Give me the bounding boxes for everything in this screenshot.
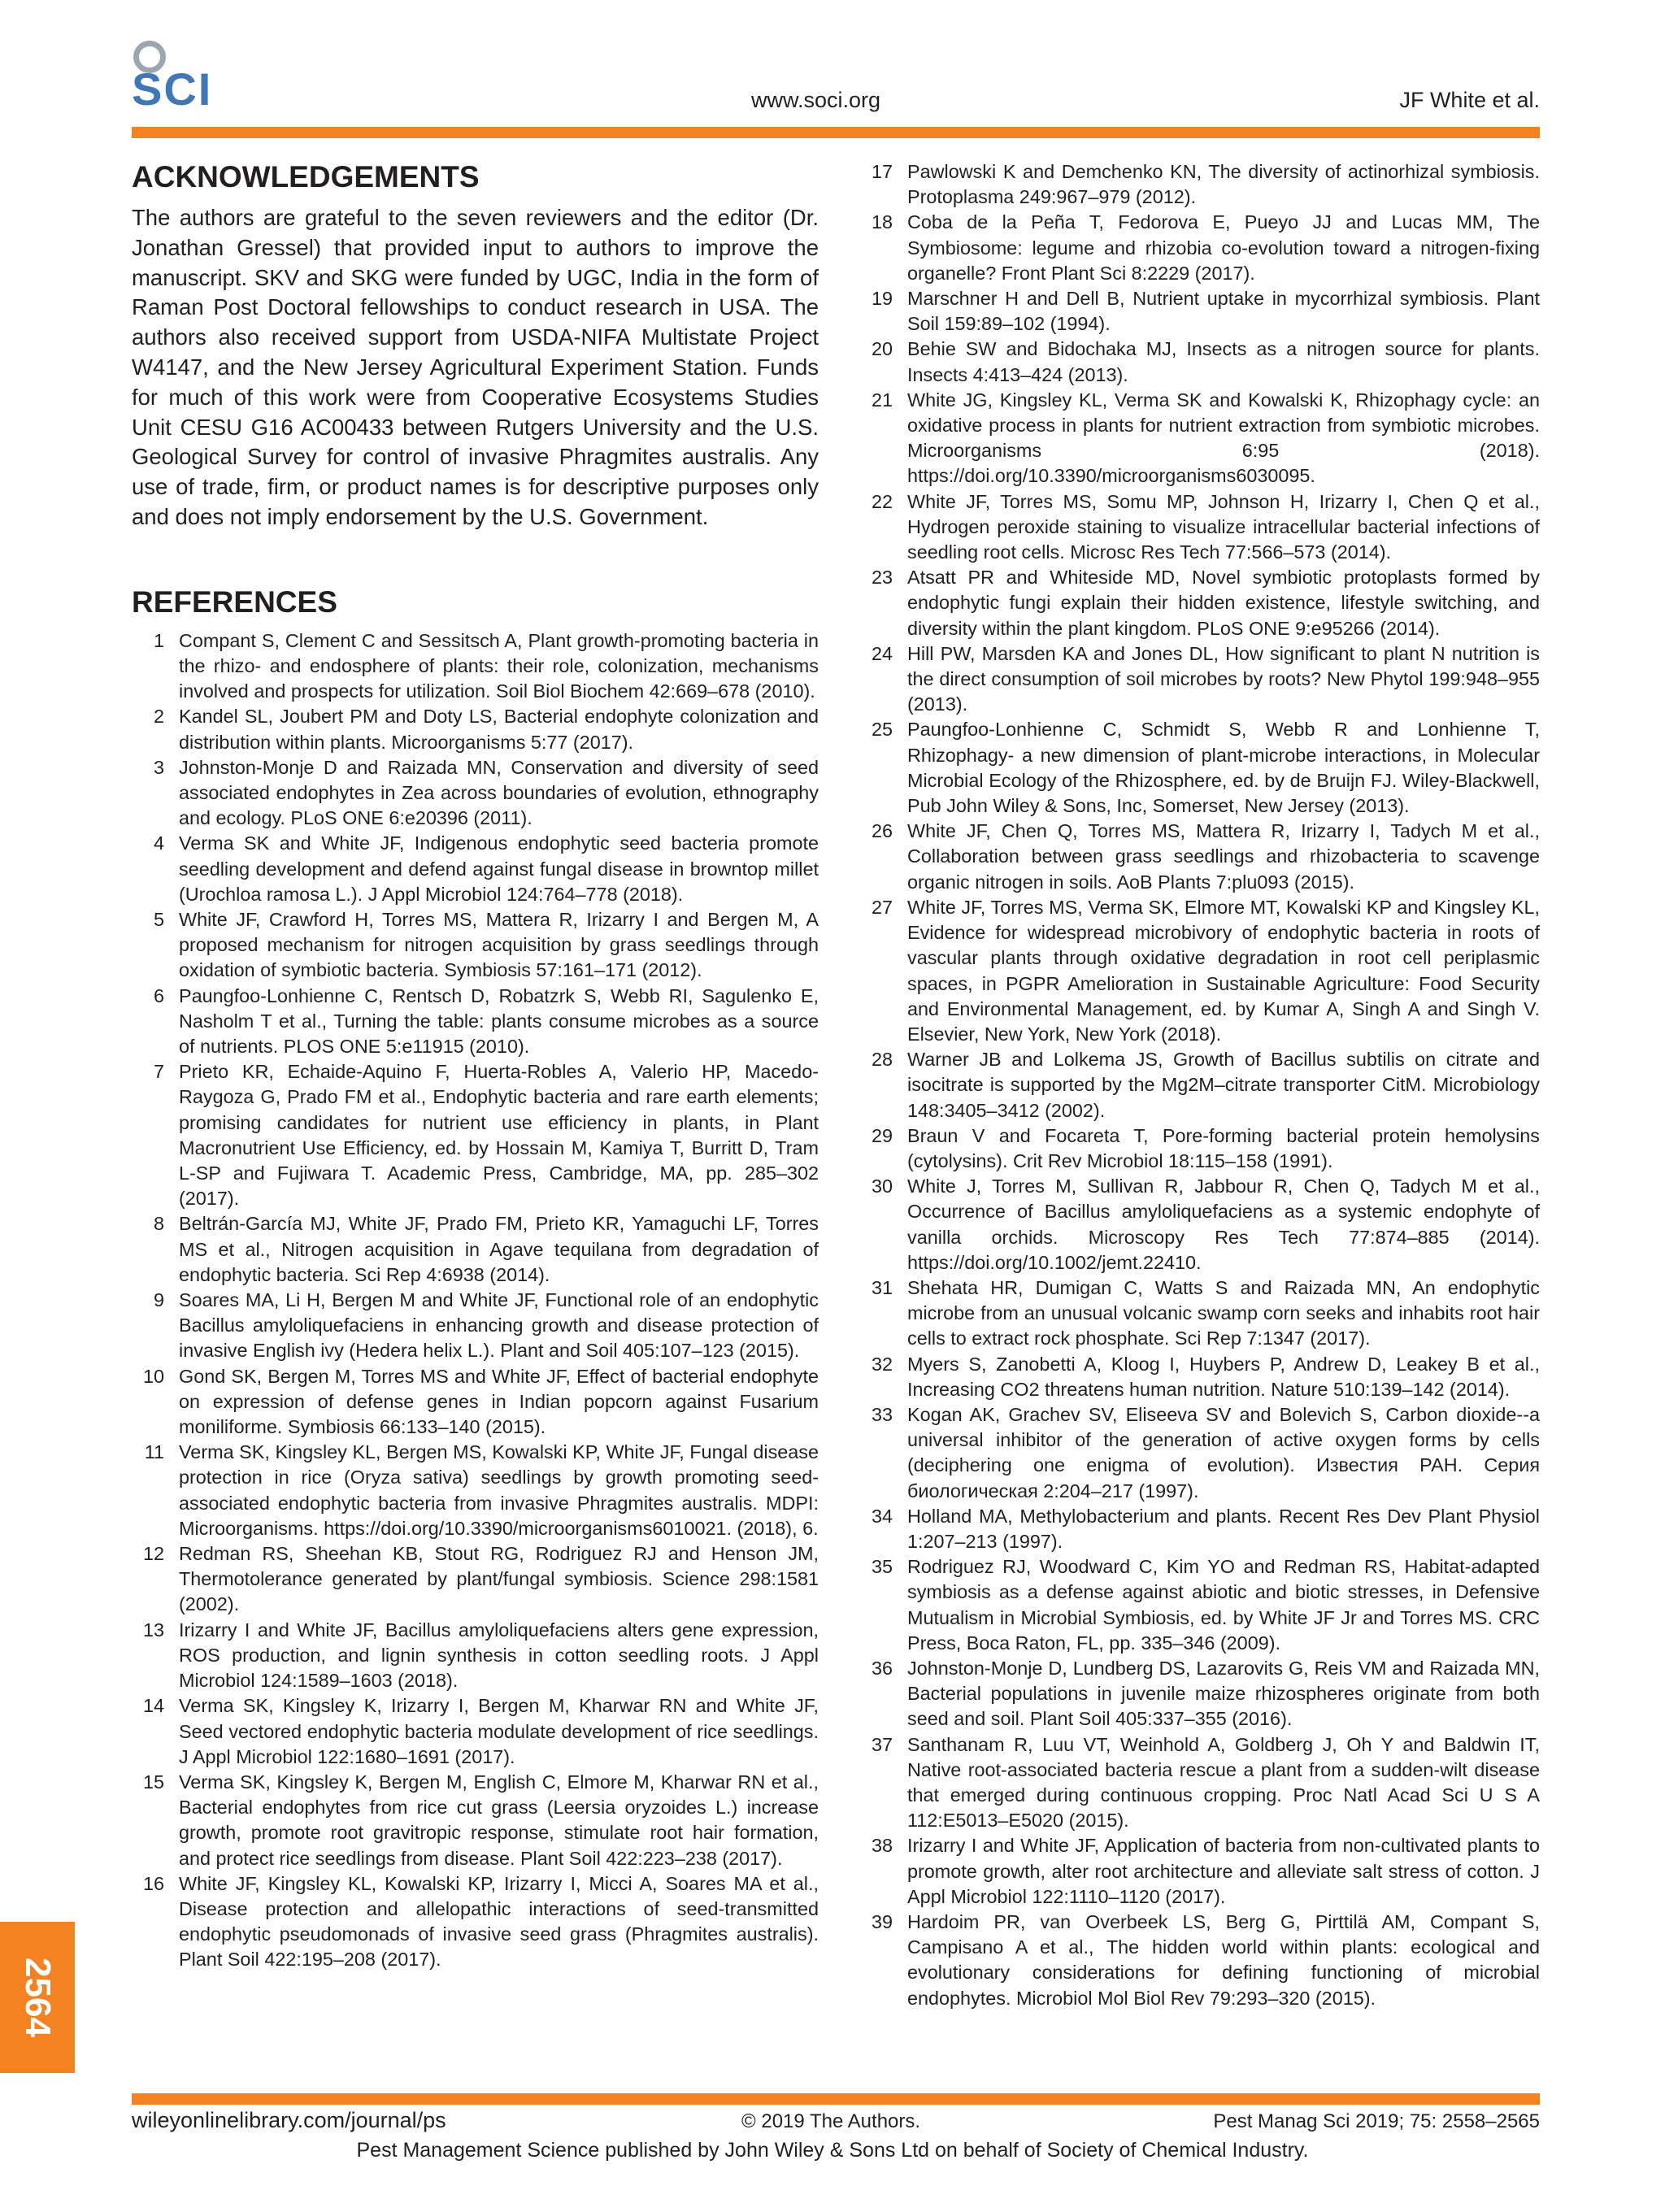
reference-text: Atsatt PR and Whiteside MD, Novel symbiotic protoplasts formed by endophytic fungi explain their hidden existence, lifestyle switching, and diversity within the plant kingdom. PLoS ONE 9:e95266 (2014). xyxy=(907,567,1540,639)
reference-text: Santhanam R, Luu VT, Weinhold A, Goldberg J, Oh Y and Baldwin IT, Native root-associated bacteria rescue a plant from a sudden-wilt disease that emerged during continuous cropping. Proc Natl Acad Sci U S A 112:E5013–E5020 (2015). xyxy=(907,1733,1540,1832)
references-heading: REFERENCES xyxy=(132,585,337,619)
reference-item xyxy=(132,1618,819,1694)
reference-item xyxy=(132,1693,819,1770)
reference-item xyxy=(860,895,1540,1047)
reference-item xyxy=(132,1364,819,1441)
reference-text: Irizarry I and White JF, Bacillus amyloliquefaciens alters gene expression, ROS production, and lignin synthesis in cotton seedling roots. J Appl Microbiol 124:1589–1603 (2018). xyxy=(179,1619,819,1692)
reference-text: White JF, Torres MS, Somu MP, Johnson H, Irizarry I, Chen Q et al., Hydrogen peroxide staining to visualize intracellular bacterial infections of seedling root cells. Microsc Res Tech 77:566–573 (2014). xyxy=(907,490,1540,563)
reference-item xyxy=(860,641,1540,718)
reference-number: 4 xyxy=(153,832,164,854)
reference-number: 28 xyxy=(871,1049,893,1071)
reference-item xyxy=(860,1047,1540,1123)
header-url[interactable]: www.soci.org xyxy=(751,88,881,112)
reference-item xyxy=(860,1275,1540,1352)
reference-number: 7 xyxy=(153,1061,164,1083)
reference-item xyxy=(860,1123,1540,1174)
reference-number: 31 xyxy=(871,1276,893,1298)
reference-number: 21 xyxy=(871,389,893,411)
reference-item xyxy=(860,210,1540,286)
reference-item xyxy=(860,1174,1540,1275)
reference-item xyxy=(132,984,819,1060)
reference-item xyxy=(860,489,1540,566)
reference-text: Gond SK, Bergen M, Torres MS and White JF, Effect of bacterial endophyte on expression of defense genes in Indian popcorn against Fusarium moniliforme. Symbiosis 66:133–140 (2015). xyxy=(179,1365,819,1438)
footer-citation: Pest Manag Sci 2019; 75: 2558–2565 xyxy=(1213,2110,1540,2132)
reference-number: 38 xyxy=(871,1835,893,1857)
reference-item xyxy=(860,337,1540,387)
reference-number: 19 xyxy=(871,288,893,310)
header-rule xyxy=(132,127,1540,138)
reference-item xyxy=(132,1770,819,1871)
reference-item xyxy=(860,1910,1540,2011)
reference-item xyxy=(132,1440,819,1541)
footer-copyright: © 2019 The Authors. xyxy=(741,2110,921,2132)
reference-item xyxy=(860,286,1540,337)
reference-item xyxy=(860,717,1540,819)
reference-number: 29 xyxy=(871,1124,893,1146)
reference-number: 9 xyxy=(153,1289,164,1311)
reference-text: Coba de la Peña T, Fedorova E, Pueyo JJ and Lucas MM, The Symbiosome: legume and rhizobia co-evolution toward a nitrogen-fixing organelle? Front Plant Sci 8:2229 (2017). xyxy=(907,211,1540,284)
reference-number: 24 xyxy=(871,642,893,664)
reference-text: Pawlowski K and Demchenko KN, The diversity of actinorhizal symbiosis. Protoplasma 249:967–979 (2012). xyxy=(907,161,1540,208)
reference-text: Johnston-Monje D, Lundberg DS, Lazarovits G, Reis VM and Raizada MN, Bacterial populations in juvenile maize rhizospheres originate from both seed and soil. Plant Soil 405:337–355 (2016). xyxy=(907,1657,1540,1730)
reference-list-left xyxy=(132,628,819,1973)
reference-number: 14 xyxy=(142,1695,164,1717)
reference-number: 5 xyxy=(153,909,164,930)
reference-text: Paungfoo-Lonhienne C, Rentsch D, Robatzrk S, Webb RI, Sagulenko E, Nasholm T et al., Turning the table: plants consume microbes as a source of nutrients. PLOS ONE 5:e11915 (2010). xyxy=(179,984,819,1058)
reference-text: Hill PW, Marsden KA and Jones DL, How significant to plant N nutrition is the direct consumption of soil microbes by roots? New Phytol 199:948–955 (2013). xyxy=(907,642,1540,715)
reference-item xyxy=(860,1504,1540,1554)
reference-item xyxy=(132,1871,819,1973)
left-column xyxy=(132,159,819,1973)
reference-text: Soares MA, Li H, Bergen M and White JF, Functional role of an endophytic Bacillus amyloliquefaciens in enhancing growth and disease protection of invasive English ivy (Hedera helix L.). Plant and Soil 405:107–123 (2015). xyxy=(179,1289,819,1362)
reference-text: Verma SK, Kingsley K, Bergen M, English C, Elmore M, Kharwar RN et al., Bacterial endophytes from rice cut grass (Leersia oryzoides L.) increase growth, promote root gravitropic response, stimulate root hair formation, and protect rice seedlings from disease. Plant Soil 422:223–238 (2017). xyxy=(179,1771,819,1869)
reference-text: Braun V and Focareta T, Pore-forming bacterial protein hemolysins (cytolysins). Crit Rev Microbiol 18:115–158 (1991). xyxy=(907,1124,1540,1171)
reference-item xyxy=(132,907,819,984)
reference-text: Marschner H and Dell B, Nutrient uptake in mycorrhizal symbiosis. Plant Soil 159:89–102 (1994). xyxy=(907,288,1540,335)
reference-number: 34 xyxy=(871,1505,893,1527)
reference-text: Kogan AK, Grachev SV, Eliseeva SV and Bolevich S, Carbon dioxide--a universal inhibitor of the generation of active oxygen forms by cells (deciphering one enigma of evolution). Известия РАН. Серия биологическая 2:204–217 (1997). xyxy=(907,1403,1540,1501)
reference-text: Irizarry I and White JF, Application of bacteria from non-cultivated plants to promote growth, alter root architecture and alleviate salt stress of cotton. J Appl Microbiol 122:1110–1120 (2017). xyxy=(907,1835,1540,1907)
reference-item xyxy=(860,819,1540,895)
reference-text: Behie SW and Bidochaka MJ, Insects as a nitrogen source for plants. Insects 4:413–424 (2013). xyxy=(907,338,1540,385)
footer-rule xyxy=(132,2093,1540,2105)
reference-text: White JF, Kingsley KL, Kowalski KP, Irizarry I, Micci A, Soares MA et al., Disease protection and allelopathic interactions of seed-transmitted endophytic pseudomonads of invasive seed grass (Phragmites australis). Plant Soil 422:195–208 (2017). xyxy=(179,1872,819,1971)
reference-text: White JF, Torres MS, Verma SK, Elmore MT, Kowalski KP and Kingsley KL, Evidence for widespread microbivory of endophytic bacteria in roots of vascular plants through oxidative degradation in root cell periplasmic spaces, in PGPR Amelioration in Sustainable Agriculture: Food Security and Environmental Management, ed. by Kumar A, Singh A and Singh V. Elsevier, New York, New York (2018). xyxy=(907,896,1540,1045)
sci-logo xyxy=(132,41,254,114)
reference-item xyxy=(860,388,1540,489)
reference-number: 12 xyxy=(142,1543,164,1565)
reference-text: Prieto KR, Echaide-Aquino F, Huerta-Robles A, Valerio HP, Macedo-Raygoza G, Prado FM et al., Endophytic bacteria and rare earth elements; promising candidates for nutrient use efficiency in plants, in Plant Macronutrient Use Efficiency, ed. by Hossain M, Kamiya T, Burritt D, Tram L-SP and Fujiwara T. Academic Press, Cambridge, MA, pp. 285–302 (2017). xyxy=(179,1061,819,1210)
reference-number: 32 xyxy=(871,1353,893,1375)
reference-text: Rodriguez RJ, Woodward C, Kim YO and Redman RS, Habitat-adapted symbiosis as a defense against abiotic and biotic stresses, in Defensive Mutualism in Microbial Symbiosis, ed. by White JF Jr and Torres MS. CRC Press, Boca Raton, FL, pp. 335–346 (2009). xyxy=(907,1556,1540,1654)
reference-text: Myers S, Zanobetti A, Kloog I, Huybers P, Andrew D, Leakey B et al., Increasing CO2 threatens human nutrition. Nature 510:139–142 (2014). xyxy=(907,1353,1540,1400)
reference-number: 26 xyxy=(871,820,893,842)
reference-text: Verma SK and White JF, Indigenous endophytic seed bacteria promote seedling development and defend against fungal disease in browntop millet (Urochloa ramosa L.). J Appl Microbiol 124:764–778 (2018). xyxy=(179,832,819,905)
reference-item xyxy=(860,1732,1540,1834)
reference-item xyxy=(132,1211,819,1288)
reference-number: 36 xyxy=(871,1657,893,1679)
reference-item xyxy=(860,1402,1540,1504)
reference-number: 13 xyxy=(142,1619,164,1641)
right-column xyxy=(860,159,1540,2011)
logo-text: SCI xyxy=(132,63,213,115)
acknowledgements-body: The authors are grateful to the seven reviewers and the editor (Dr. Jonathan Gressel) that provided input to authors to improve the manuscript. SKV and SKG were funded by UGC, India in the form of Raman Post Doctoral fellowships to conduct research in USA. The authors also received support from USDA-NIFA Multistate Project W4147, and the New Jersey Agricultural Experiment Station. Funds for much of this work were from Cooperative Ecosystems Studies Unit CESU G16 AC00433 between Rutgers University and the U.S. Geological Survey for control of invasive Phragmites australis. Any use of trade, firm, or product names is for descriptive purposes only and does not imply endorsement by the U.S. Government. xyxy=(132,205,819,529)
reference-number: 11 xyxy=(144,1441,164,1463)
reference-text: Warner JB and Lolkema JS, Growth of Bacillus subtilis on citrate and isocitrate is supported by the Mg2M–citrate transporter CitM. Microbiology 148:3405–3412 (2002). xyxy=(907,1049,1540,1121)
reference-number: 39 xyxy=(871,1911,893,1933)
reference-item xyxy=(132,831,819,907)
page-number xyxy=(0,1922,75,2073)
reference-number: 23 xyxy=(871,567,893,589)
reference-text: Verma SK, Kingsley KL, Bergen MS, Kowalski KP, White JF, Fungal disease protection in rice (Oryza sativa) seedlings by growth promoting seed-associated endophytic bacteria from invasive Phragmites australis. MDPI: Microorganisms. https://doi.org/10.3390/microorganisms6010021. (2018), 6. xyxy=(179,1441,819,1539)
reference-number: 22 xyxy=(871,490,893,512)
reference-number: 17 xyxy=(871,161,893,182)
reference-item xyxy=(860,159,1540,210)
reference-text: White JF, Chen Q, Torres MS, Mattera R, Irizarry I, Tadych M et al., Collaboration between grass seedlings and rhizobacteria to scavenge organic nitrogen in soils. AoB Plants 7:plu093 (2015). xyxy=(907,820,1540,893)
reference-text: Kandel SL, Joubert PM and Doty LS, Bacterial endophyte colonization and distribution within plants. Microorganisms 5:77 (2017). xyxy=(179,706,819,753)
reference-number: 37 xyxy=(871,1733,893,1755)
reference-number: 8 xyxy=(153,1213,164,1235)
reference-text: Shehata HR, Dumigan C, Watts S and Raizada MN, An endophytic microbe from an unusual volcanic swamp corn seeks and inhabits root hair cells to extract rock phosphate. Sci Rep 7:1347 (2017). xyxy=(907,1276,1540,1349)
reference-number: 6 xyxy=(153,984,164,1006)
reference-number: 16 xyxy=(142,1872,164,1894)
reference-item xyxy=(132,704,819,754)
reference-item xyxy=(132,1059,819,1211)
reference-text: Hardoim PR, van Overbeek LS, Berg G, Pirttilä AM, Compant S, Campisano A et al., The hidden world within plants: ecological and evolutionary considerations for defining functioning of microbial endophytes. Microbiol Mol Biol Rev 79:293–320 (2015). xyxy=(907,1911,1540,2009)
reference-text: Paungfoo-Lonhienne C, Schmidt S, Webb R and Lonhienne T, Rhizophagy- a new dimension of plant-microbe interactions, in Molecular Microbial Ecology of the Rhizosphere, ed. by de Bruijn FJ. Wiley-Blackwell, Pub John Wiley & Sons, Inc, Somerset, New Jersey (2013). xyxy=(907,719,1540,817)
reference-number: 10 xyxy=(142,1365,164,1387)
reference-item xyxy=(132,755,819,832)
reference-number: 33 xyxy=(871,1403,893,1425)
reference-item xyxy=(860,1656,1540,1732)
reference-text: White JF, Crawford H, Torres MS, Mattera R, Irizarry I and Bergen M, A proposed mechanism for nitrogen acquisition by grass seedlings through oxidation of symbiotic bacteria. Symbiosis 57:161–171 (2012). xyxy=(179,909,819,981)
reference-item xyxy=(860,1352,1540,1402)
reference-text: Johnston-Monje D and Raizada MN, Conservation and diversity of seed associated endophytes in Zea across boundaries of evolution, ethnography and ecology. PLoS ONE 6:e20396 (2011). xyxy=(179,756,819,829)
reference-number: 35 xyxy=(871,1556,893,1578)
reference-number: 18 xyxy=(871,211,893,233)
reference-list-right xyxy=(860,159,1540,2011)
reference-number: 20 xyxy=(871,338,893,360)
reference-text: Compant S, Clement C and Sessitsch A, Plant growth-promoting bacteria in the rhizo- and endosphere of plants: their role, colonization, mechanisms involved and prospects for utilization. Soil Biol Biochem 42:669–678 (2010). xyxy=(179,629,819,702)
reference-item xyxy=(132,1541,819,1618)
reference-number: 15 xyxy=(142,1771,164,1793)
reference-number: 3 xyxy=(153,756,164,778)
reference-item xyxy=(132,1288,819,1364)
reference-item xyxy=(860,1833,1540,1910)
reference-number: 1 xyxy=(153,629,164,651)
acknowledgements-heading: ACKNOWLEDGEMENTS xyxy=(132,160,480,193)
reference-text: Verma SK, Kingsley K, Irizarry I, Bergen M, Kharwar RN and White JF, Seed vectored endophytic bacteria modulate development of rice seedlings. J Appl Microbiol 122:1680–1691 (2017). xyxy=(179,1695,819,1767)
reference-text: Holland MA, Methylobacterium and plants. Recent Res Dev Plant Physiol 1:207–213 (1997). xyxy=(907,1505,1540,1552)
reference-text: Redman RS, Sheehan KB, Stout RG, Rodriguez RJ and Henson JM, Thermotolerance generated by plant/fungal symbiosis. Science 298:1581 (2002). xyxy=(179,1543,819,1615)
reference-text: Beltrán-García MJ, White JF, Prado FM, Prieto KR, Yamaguchi LF, Torres MS et al., Nitrogen acquisition in Agave tequilana from degradation of endophytic bacteria. Sci Rep 4:6938 (2014). xyxy=(179,1213,819,1285)
reference-number: 27 xyxy=(871,896,893,918)
reference-number: 30 xyxy=(871,1176,893,1197)
reference-item xyxy=(132,628,819,705)
reference-number: 25 xyxy=(871,719,893,741)
reference-text: White J, Torres M, Sullivan R, Jabbour R, Chen Q, Tadych M et al., Occurrence of Bacillus amyloliquefaciens as a systemic endophyte of vanilla orchids. Microscopy Res Tech 77:874–885 (2014). https://doi.org/10.1002/jemt.22410. xyxy=(907,1176,1540,1273)
page-number-text: 2564 xyxy=(18,1958,59,2037)
header-author: JF White et al. xyxy=(1399,88,1540,112)
reference-number: 2 xyxy=(153,706,164,728)
reference-item xyxy=(860,565,1540,641)
footer-url[interactable]: wileyonlinelibrary.com/journal/ps xyxy=(132,2108,446,2132)
reference-item xyxy=(860,1554,1540,1656)
reference-text: White JG, Kingsley KL, Verma SK and Kowalski K, Rhizophagy cycle: an oxidative process in plants for nutrient extraction from symbiotic microbes. Microorganisms 6:95 (2018). https://doi.org/10.3390/microorganisms6030095. xyxy=(907,389,1540,487)
footer-publisher-line: Pest Management Science published by John Wiley & Sons Ltd on behalf of Society of Chemical Industry. xyxy=(356,2139,1309,2162)
